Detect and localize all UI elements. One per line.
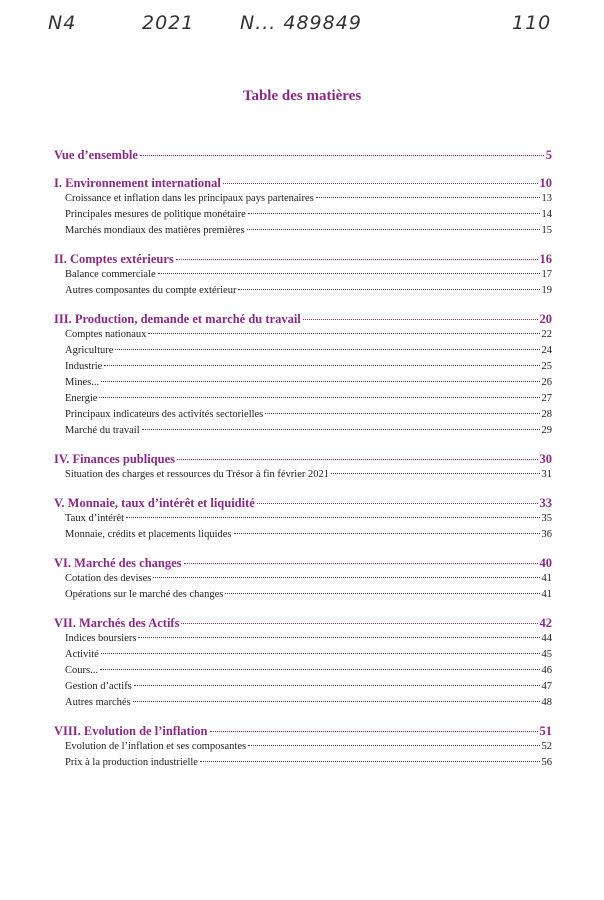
toc-entry-label: Autres composantes du compte extérieur: [65, 285, 237, 296]
toc-entry-page: 25: [541, 361, 552, 372]
toc-entry-label: Marchés mondiaux des matières premières: [65, 225, 245, 236]
dot-leader: [248, 745, 539, 746]
toc-entry-page: 24: [541, 345, 552, 356]
toc-entry-label: Mines...: [65, 377, 100, 388]
toc-entry-label: Autres marchés: [65, 697, 131, 708]
toc-entry-label: Evolution de l’inflation et ses composantes: [65, 741, 247, 752]
toc-section-page: 42: [539, 616, 552, 630]
dot-leader: [223, 183, 538, 184]
toc-entry-label: Marché du travail: [65, 425, 140, 436]
toc-section: [54, 176, 552, 241]
toc-section-title: III. Production, demande et marché du travail: [54, 312, 301, 326]
toc-section: [54, 252, 552, 301]
toc-entry-page: 13: [541, 193, 552, 204]
toc-entry-label: Energie: [65, 393, 98, 404]
dot-leader: [126, 517, 539, 518]
toc-section-title: I. Environnement international: [54, 176, 221, 190]
toc-section: [54, 616, 552, 713]
dot-leader: [257, 503, 538, 504]
toc-section-title: VII. Marchés des Actifs: [54, 616, 180, 630]
toc-entry-page: 48: [541, 697, 552, 708]
toc-entry-label: Agriculture: [65, 345, 114, 356]
toc-entry[interactable]: [54, 757, 552, 773]
toc-entry-page: 46: [541, 665, 552, 676]
toc-entry-label: Comptes nationaux: [65, 329, 147, 340]
toc-section-title: VIII. Evolution de l’inflation: [54, 724, 208, 738]
dot-leader: [148, 333, 539, 334]
dot-leader: [331, 473, 540, 474]
toc-entry[interactable]: [54, 665, 552, 681]
toc-entry[interactable]: [54, 393, 552, 409]
toc-section-page: 20: [539, 312, 552, 326]
dot-leader: [234, 533, 540, 534]
toc-entry-page: 19: [541, 285, 552, 296]
table-of-contents: [54, 148, 552, 784]
dot-leader: [153, 577, 539, 578]
handwritten-note-1: N4: [48, 12, 77, 34]
dot-leader: [210, 731, 538, 732]
dot-leader: [158, 273, 540, 274]
toc-entry-label: Situation des charges et ressources du Trésor à fin février 2021: [65, 469, 329, 480]
toc-section-page: 30: [539, 452, 552, 466]
toc-entry[interactable]: [54, 345, 552, 361]
dot-leader: [140, 155, 544, 156]
toc-section: [54, 148, 552, 165]
toc-section-heading[interactable]: [54, 556, 552, 573]
toc-entry[interactable]: [54, 697, 552, 713]
toc-section: [54, 312, 552, 441]
toc-section-title: VI. Marché des changes: [54, 556, 182, 570]
toc-entry-page: 26: [541, 377, 552, 388]
toc-entry-page: 31: [541, 469, 552, 480]
dot-leader: [138, 637, 539, 638]
dot-leader: [142, 429, 540, 430]
toc-section-heading[interactable]: [54, 148, 552, 165]
toc-section: [54, 452, 552, 485]
toc-entry[interactable]: [54, 269, 552, 285]
dot-leader: [99, 397, 539, 398]
toc-section-page: 51: [539, 724, 552, 738]
dot-leader: [248, 213, 540, 214]
toc-entry-label: Principaux indicateurs des activités sectorielles: [65, 409, 264, 420]
toc-entry-page: 28: [541, 409, 552, 420]
toc-section-page: 33: [539, 496, 552, 510]
toc-entry[interactable]: [54, 425, 552, 441]
toc-entry-label: Gestion d’actifs: [65, 681, 132, 692]
toc-entry-page: 35: [541, 513, 552, 524]
toc-entry-label: Industrie: [65, 361, 103, 372]
toc-entry[interactable]: [54, 209, 552, 225]
toc-section-heading[interactable]: [54, 496, 552, 513]
toc-entry-label: Taux d’intérêt: [65, 513, 125, 524]
toc-entry[interactable]: [54, 361, 552, 377]
dot-leader: [247, 229, 540, 230]
toc-section: [54, 556, 552, 605]
dot-leader: [316, 197, 540, 198]
toc-section-heading[interactable]: [54, 616, 552, 633]
toc-section-title: V. Monnaie, taux d’intérêt et liquidité: [54, 496, 255, 510]
toc-entry[interactable]: [54, 741, 552, 757]
toc-entry-page: 41: [541, 589, 552, 600]
toc-entry[interactable]: [54, 377, 552, 393]
dot-leader: [101, 381, 539, 382]
toc-entry-label: Balance commerciale: [65, 269, 156, 280]
toc-entry-page: 15: [541, 225, 552, 236]
toc-entry-page: 17: [541, 269, 552, 280]
dot-leader: [200, 761, 540, 762]
toc-section-title: IV. Finances publiques: [54, 452, 175, 466]
toc-entry-page: 36: [541, 529, 552, 540]
toc-section-page: 16: [539, 252, 552, 266]
toc-entry-label: Cotation des devises: [65, 573, 152, 584]
toc-entry-label: Principales mesures de politique monétaire: [65, 209, 246, 220]
toc-section-heading[interactable]: [54, 452, 552, 469]
toc-entry[interactable]: [54, 225, 552, 241]
toc-section-heading[interactable]: [54, 312, 552, 329]
toc-section-title: II. Comptes extérieurs: [54, 252, 174, 266]
toc-entry[interactable]: [54, 513, 552, 529]
toc-entry-page: 56: [541, 757, 552, 768]
toc-section-heading[interactable]: [54, 252, 552, 269]
dot-leader: [176, 259, 538, 260]
toc-entry[interactable]: [54, 681, 552, 697]
toc-entry-page: 14: [541, 209, 552, 220]
toc-entry-label: Indices boursiers: [65, 633, 137, 644]
dot-leader: [100, 669, 540, 670]
toc-section: [54, 496, 552, 545]
dot-leader: [225, 593, 539, 594]
dot-leader: [181, 623, 537, 624]
toc-entry-page: 47: [541, 681, 552, 692]
toc-entry-label: Cours...: [65, 665, 98, 676]
toc-entry[interactable]: [54, 573, 552, 589]
toc-entry-label: Activité: [65, 649, 99, 660]
toc-entry-label: Monnaie, crédits et placements liquides: [65, 529, 232, 540]
toc-entry[interactable]: [54, 285, 552, 301]
toc-entry-page: 29: [541, 425, 552, 436]
handwritten-note-3: N... 489849: [240, 12, 362, 34]
toc-section-title: Vue d’ensemble: [54, 148, 138, 162]
page-title: Table des matières: [242, 88, 362, 104]
toc-entry[interactable]: [54, 193, 552, 209]
dot-leader: [238, 289, 539, 290]
dot-leader: [177, 459, 538, 460]
toc-entry-page: 41: [541, 573, 552, 584]
handwritten-annotation: [0, 6, 604, 40]
toc-entry-page: 27: [541, 393, 552, 404]
toc-section-heading[interactable]: [54, 176, 552, 193]
toc-section-page: 5: [545, 148, 552, 162]
toc-section-heading[interactable]: [54, 724, 552, 741]
dot-leader: [265, 413, 539, 414]
toc-entry-label: Croissance et inflation dans les principaux pays partenaires: [65, 193, 314, 204]
dot-leader: [104, 365, 539, 366]
dot-leader: [134, 685, 540, 686]
handwritten-note-4: 110: [512, 12, 552, 34]
dot-leader: [184, 563, 538, 564]
toc-section-page: 10: [539, 176, 552, 190]
toc-entry-page: 52: [541, 741, 552, 752]
dot-leader: [133, 701, 540, 702]
toc-entry-page: 22: [541, 329, 552, 340]
toc-entry[interactable]: [54, 589, 552, 605]
toc-entry-label: Prix à la production industrielle: [65, 757, 198, 768]
toc-entry-label: Opérations sur le marché des changes: [65, 589, 224, 600]
toc-entry[interactable]: [54, 469, 552, 485]
dot-leader: [303, 319, 538, 320]
toc-entry[interactable]: [54, 633, 552, 649]
toc-entry-page: 44: [541, 633, 552, 644]
toc-entry[interactable]: [54, 409, 552, 425]
toc-entry-page: 45: [541, 649, 552, 660]
toc-entry[interactable]: [54, 329, 552, 345]
toc-section: [54, 724, 552, 773]
toc-section-page: 40: [539, 556, 552, 570]
dot-leader: [115, 349, 539, 350]
dot-leader: [101, 653, 540, 654]
toc-entry[interactable]: [54, 529, 552, 545]
handwritten-note-2: 2021: [142, 12, 195, 34]
toc-entry[interactable]: [54, 649, 552, 665]
